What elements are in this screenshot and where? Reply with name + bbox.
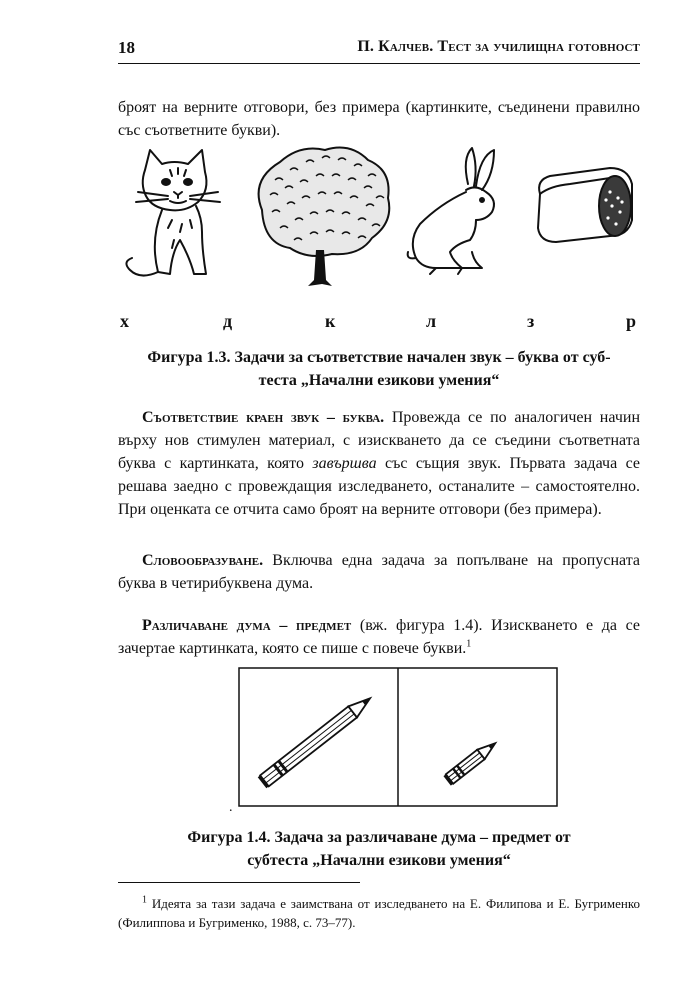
letter-1: х xyxy=(120,311,129,331)
page-number: 18 xyxy=(118,38,135,57)
figure-1-3-letters xyxy=(118,311,640,335)
letter-4: л xyxy=(426,311,437,331)
footnote-rule xyxy=(118,882,360,883)
section-heading: Различаване дума – предмет xyxy=(142,617,352,634)
figure-1-4-caption xyxy=(118,826,640,872)
tree-icon xyxy=(259,148,390,286)
caption-line: субтеста „Начални езикови умения“ xyxy=(247,852,511,869)
caption-line: теста „Начални езикови умения“ xyxy=(258,372,500,389)
paragraph-word-object xyxy=(118,614,640,660)
letter-6: р xyxy=(626,311,637,331)
section-heading: Словообразуване. xyxy=(142,552,264,569)
figure-1-4-frame xyxy=(238,667,558,807)
paragraph-text: Провежда се по аналогичен начин върху нов стимулен материал, с изискването да се съедини съответната буква с картинката, която xyxy=(118,409,641,472)
caption-line: Фигура 1.3. Задачи за съответствие начален звук – буква от суб- xyxy=(147,349,611,366)
rabbit-icon xyxy=(408,148,494,274)
running-title: П. Калчев. Тест за училищна готовност xyxy=(357,38,640,55)
stray-mark: . xyxy=(229,800,233,815)
section-heading: Съответствие краен звук – буква. xyxy=(142,409,385,426)
footnote-marker: 1 xyxy=(142,894,147,906)
paragraph-text: (вж. фигура 1.4). Изискването е да се зачертае картинката, която се пише с повече букви. xyxy=(118,617,641,657)
letter-2: д xyxy=(223,311,233,331)
footnote-ref: 1 xyxy=(466,638,472,650)
figure-1-3-pictures xyxy=(110,140,650,300)
letter-5: з xyxy=(527,311,535,331)
letter-3: к xyxy=(325,311,336,331)
cat-icon xyxy=(126,150,220,276)
intro-paragraph: броят на верните отговори, без примера (картинките, съединени правилно със съответните букви). xyxy=(118,99,640,139)
footnote xyxy=(118,894,640,932)
bread-icon xyxy=(538,168,632,242)
paragraph-text: Включва една задача за попълване на пропусната буква в четирибуквена дума. xyxy=(118,552,640,592)
paragraph-final-sound xyxy=(118,406,640,521)
running-header xyxy=(118,38,640,62)
header-rule xyxy=(118,63,640,64)
caption-line: Фигура 1.4. Задача за различаване дума – предмет от xyxy=(187,829,571,846)
emphasis-text: завършва xyxy=(312,455,377,472)
figure-1-3-caption xyxy=(118,346,640,392)
paragraph-word-formation xyxy=(118,549,640,595)
footnote-text: Идеята за тази задача е заимствана от изследването на Е. Филипова и Е. Бугрименко (Филиппова и Бугрименко, 1988, с. 73–77). xyxy=(118,896,640,930)
paragraph-text: със същия звук. Първата задача се решава заедно с провеждащия изследването, останалите – самостоятелно. При оценката се отчита само броят на верните отговори (без примера). xyxy=(118,455,640,518)
